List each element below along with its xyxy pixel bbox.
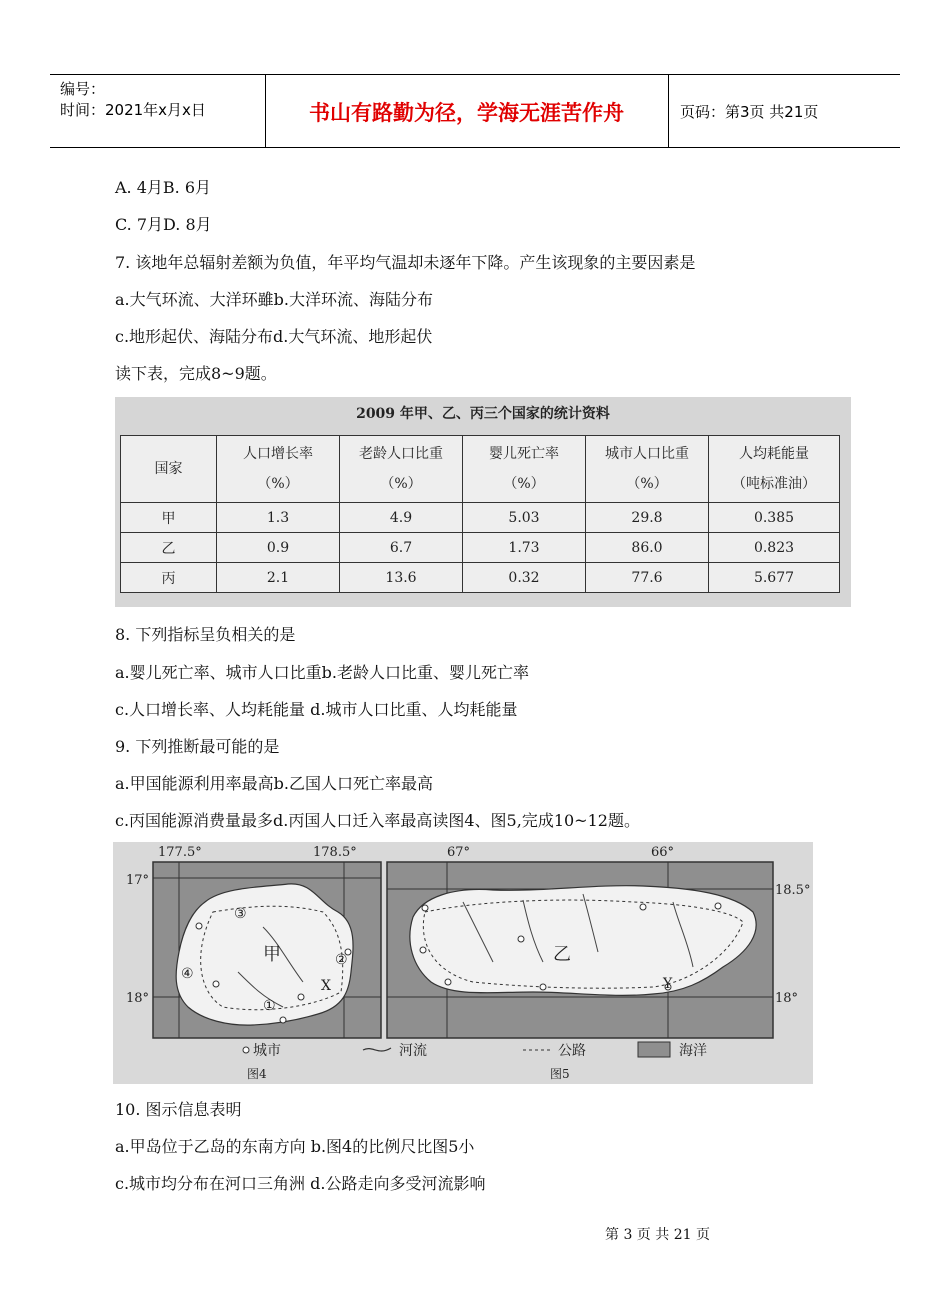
fig4-city bbox=[298, 994, 304, 1000]
table-cell: 0.385 bbox=[709, 503, 840, 533]
q8-options-ab: a.婴儿死亡率、城市人口比重b.老龄人口比重、婴儿死亡率 bbox=[115, 663, 529, 682]
fig5-lon1-label: 67° bbox=[447, 845, 471, 860]
table-row bbox=[121, 533, 840, 563]
island-jia-label: 甲 bbox=[263, 944, 281, 965]
marker-x: X bbox=[321, 978, 331, 994]
table-title: 2009 年甲、乙、丙三个国家的统计资料 bbox=[356, 406, 610, 422]
table-cell: 29.8 bbox=[586, 503, 709, 533]
table-cell: 6.7 bbox=[340, 533, 463, 563]
fig5-island-yi bbox=[410, 886, 756, 996]
q9-options-ab: a.甲国能源利用率最高b.乙国人口死亡率最高 bbox=[115, 774, 433, 793]
fig5-lon2-label: 66° bbox=[651, 845, 675, 860]
fig5-city bbox=[540, 984, 546, 990]
q7-stem: 7. 该地年总辐射差额为负值，年平均气温却未逐年下降。产生该现象的主要因素是 bbox=[115, 253, 696, 272]
q10-stem: 10. 图示信息表明 bbox=[115, 1100, 242, 1119]
header-divider-right bbox=[668, 74, 669, 147]
header-time: 时间：2021年x月x日 bbox=[60, 101, 206, 119]
fig4-lat2-label: 18° bbox=[126, 991, 150, 1006]
island-yi-label: 乙 bbox=[553, 944, 571, 965]
fig5-city bbox=[422, 905, 428, 911]
header-top-rule bbox=[50, 74, 900, 75]
header-page: 页码：第3页 共21页 bbox=[680, 103, 819, 121]
q7-options-cd: c.地形起伏、海陆分布d.大气环流、地形起伏 bbox=[115, 327, 433, 346]
table-cell: 86.0 bbox=[586, 533, 709, 563]
fig5-lat1-label: 18.5° bbox=[775, 883, 811, 898]
q9-options-cd: c.丙国能源消费量最多d.丙国人口迁入率最高读图4、图5,完成10~12题。 bbox=[115, 811, 640, 830]
q8-stem: 8. 下列指标呈负相关的是 bbox=[115, 625, 296, 644]
table-cell: 5.03 bbox=[463, 503, 586, 533]
table-cell: 1.73 bbox=[463, 533, 586, 563]
legend-city-icon bbox=[243, 1047, 249, 1053]
fig5-city bbox=[518, 936, 524, 942]
table-header-urban: 城市人口比重 （%） bbox=[586, 436, 709, 503]
fig4-city bbox=[213, 981, 219, 987]
header-motto: 书山有路勤为径，学海无涯苦作舟 bbox=[309, 101, 624, 125]
table-cell: 甲 bbox=[121, 503, 217, 533]
table-cell: 4.9 bbox=[340, 503, 463, 533]
legend-city-label: 城市 bbox=[253, 1043, 281, 1059]
fig4-caption: 图4 bbox=[247, 1067, 267, 1081]
fig5-city bbox=[420, 947, 426, 953]
fig5-city bbox=[445, 979, 451, 985]
header-bottom-rule bbox=[50, 147, 900, 148]
fig4-lat1-label: 17° bbox=[126, 873, 150, 888]
table-header-infant: 婴儿死亡率 （%） bbox=[463, 436, 586, 503]
legend-ocean-label: 海洋 bbox=[679, 1043, 707, 1059]
table-cell: 2.1 bbox=[217, 563, 340, 593]
q8-options-cd: c.人口增长率、人均耗能量 d.城市人口比重、人均耗能量 bbox=[115, 700, 518, 719]
fig4-lon2-label: 178.5° bbox=[313, 845, 357, 860]
legend-ocean-icon bbox=[638, 1042, 670, 1057]
table-header-country: 国家 bbox=[121, 436, 217, 503]
island-maps-figure bbox=[113, 842, 813, 1084]
circle-3-label: ③ bbox=[234, 906, 247, 922]
q6-options-ab: A. 4月B. 6月 bbox=[115, 178, 212, 197]
island-maps-svg bbox=[113, 842, 813, 1084]
fig4-city bbox=[280, 1017, 286, 1023]
fig5-lat2-label: 18° bbox=[775, 991, 799, 1006]
table-header-growth: 人口增长率 （%） bbox=[217, 436, 340, 503]
marker-y: Y bbox=[663, 976, 673, 992]
legend-river-icon bbox=[363, 1048, 391, 1051]
q6-options-cd: C. 7月D. 8月 bbox=[115, 215, 212, 234]
table-header-row bbox=[121, 436, 840, 503]
legend-road-label: 公路 bbox=[558, 1043, 586, 1059]
read-table-instruction: 读下表，完成8~9题。 bbox=[115, 364, 277, 383]
table-cell: 0.823 bbox=[709, 533, 840, 563]
fig5-caption: 图5 bbox=[550, 1067, 570, 1081]
q7-options-ab: a.大气环流、大洋环雖b.大洋环流、海陆分布 bbox=[115, 290, 433, 309]
fig5-city bbox=[715, 903, 721, 909]
table-cell: 0.9 bbox=[217, 533, 340, 563]
circle-1-label: ① bbox=[263, 998, 276, 1014]
q10-options-cd: c.城市均分布在河口三角洲 d.公路走向多受河流影响 bbox=[115, 1174, 486, 1193]
statistics-table-figure bbox=[115, 397, 851, 607]
page-footer: 第 3 页 共 21 页 bbox=[605, 1227, 710, 1243]
q9-stem: 9. 下列推断最可能的是 bbox=[115, 737, 280, 756]
table-row bbox=[121, 563, 840, 593]
circle-4-label: ④ bbox=[181, 966, 194, 982]
circle-2-label: ② bbox=[335, 952, 348, 968]
header-number: 编号： bbox=[60, 80, 106, 98]
fig4-city bbox=[196, 923, 202, 929]
table-cell: 0.32 bbox=[463, 563, 586, 593]
fig4-lon1-label: 177.5° bbox=[158, 845, 202, 860]
table-cell: 乙 bbox=[121, 533, 217, 563]
table-cell: 5.677 bbox=[709, 563, 840, 593]
table-row bbox=[121, 503, 840, 533]
statistics-table bbox=[120, 435, 840, 593]
table-header-energy: 人均耗能量 （吨标准油） bbox=[709, 436, 840, 503]
q10-options-ab: a.甲岛位于乙岛的东南方向 b.图4的比例尺比图5小 bbox=[115, 1137, 475, 1156]
table-cell: 丙 bbox=[121, 563, 217, 593]
fig5-city bbox=[640, 904, 646, 910]
table-cell: 13.6 bbox=[340, 563, 463, 593]
table-cell: 1.3 bbox=[217, 503, 340, 533]
table-header-aging: 老龄人口比重 （%） bbox=[340, 436, 463, 503]
table-cell: 77.6 bbox=[586, 563, 709, 593]
legend-river-label: 河流 bbox=[399, 1043, 427, 1059]
